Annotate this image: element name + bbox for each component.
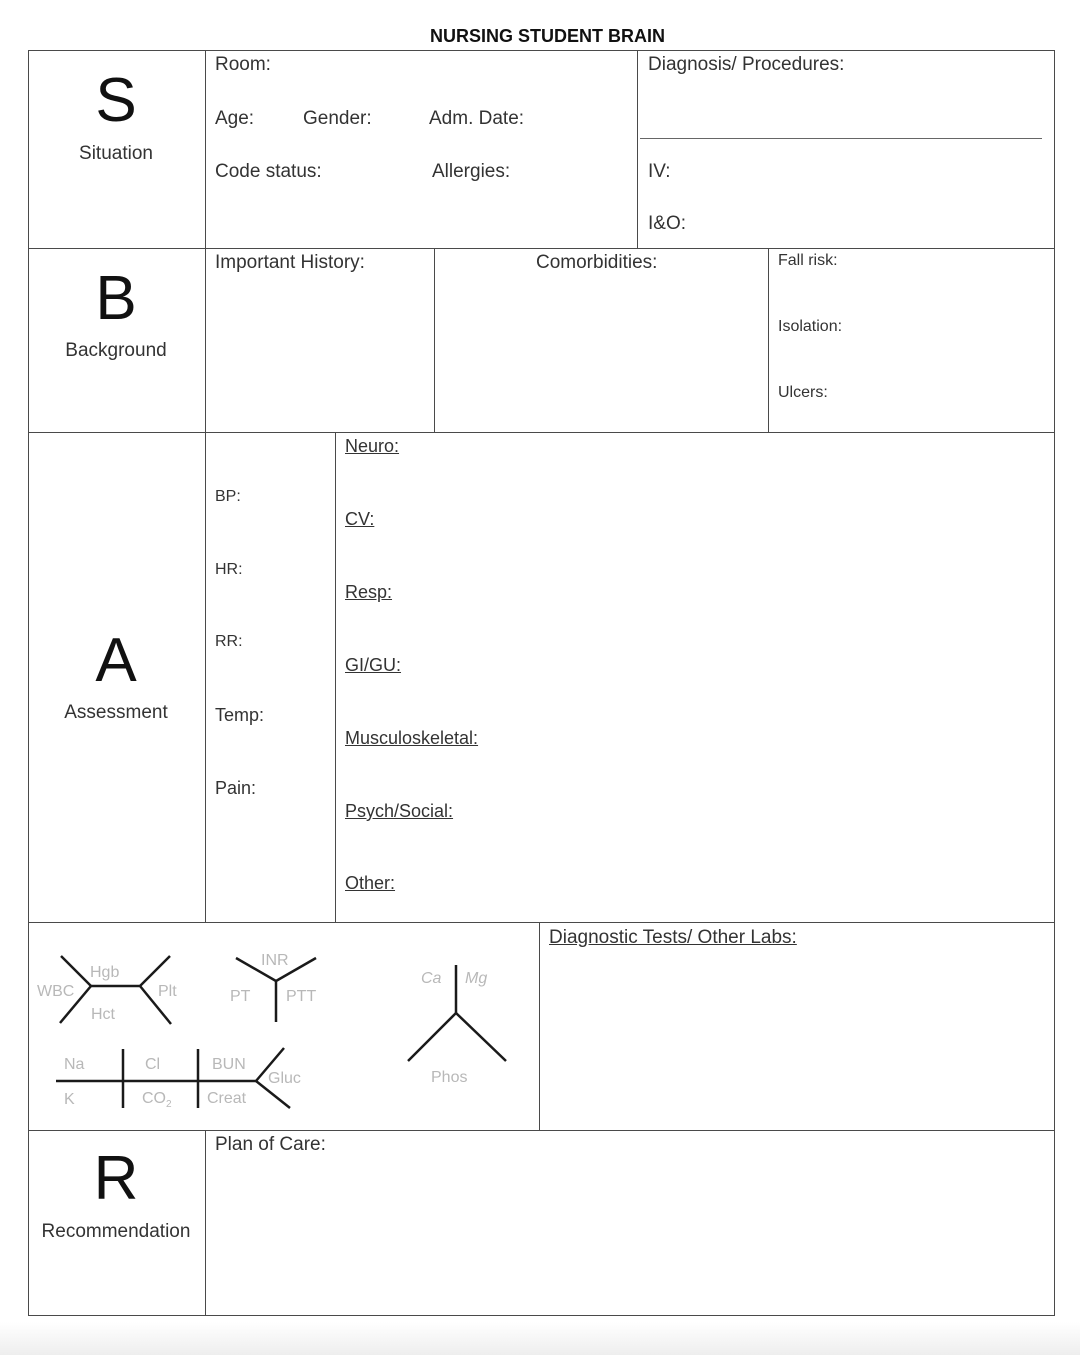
coag-inr-label: INR <box>261 952 289 969</box>
cbc-hgb-label: Hgb <box>90 964 120 981</box>
coag-pt-label: PT <box>230 988 251 1005</box>
other-field[interactable]: Other: <box>345 873 396 893</box>
recommendation-letter: R <box>93 1144 139 1213</box>
isolation-field[interactable]: Isolation: <box>778 318 843 335</box>
temp-field[interactable]: Temp: <box>215 705 265 725</box>
code-status-field[interactable]: Code status: <box>215 161 322 182</box>
important-history-field[interactable]: Important History: <box>215 252 365 273</box>
psych-social-field[interactable]: Psych/Social: <box>345 801 454 821</box>
bmp-k-label: K <box>64 1091 75 1108</box>
gender-field[interactable]: Gender: <box>303 108 372 129</box>
situation-letter: S <box>95 66 137 135</box>
room-field[interactable]: Room: <box>215 54 271 75</box>
bmp-bun-label: BUN <box>212 1056 246 1073</box>
comorbidities-field[interactable]: Comorbidities: <box>536 252 658 273</box>
adm-date-field[interactable]: Adm. Date: <box>429 108 525 129</box>
lab-skeleton-diagrams <box>28 923 539 1130</box>
bmp-co2-label <box>142 1090 172 1110</box>
hr-field[interactable]: HR: <box>215 561 243 578</box>
form-title: NURSING STUDENT BRAIN <box>429 26 665 46</box>
musculoskeletal-field[interactable]: Musculoskeletal: <box>345 728 479 748</box>
bmp-creat-label: Creat <box>207 1090 247 1107</box>
bp-field[interactable]: BP: <box>215 488 241 505</box>
iv-field[interactable]: IV: <box>648 161 671 182</box>
bmp-fishbone <box>56 1048 290 1108</box>
age-field[interactable]: Age: <box>215 108 255 129</box>
bmp-gluc-label: Gluc <box>268 1070 301 1087</box>
bmp-co2-subscript: 2 <box>166 1099 172 1110</box>
background-label: Background <box>65 340 167 361</box>
resp-field[interactable]: Resp: <box>345 582 393 602</box>
page-bottom-shade <box>0 1322 1080 1355</box>
cbc-wbc-label: WBC <box>37 983 75 1000</box>
neuro-field[interactable]: Neuro: <box>345 436 400 456</box>
ulcers-field[interactable]: Ulcers: <box>778 384 828 401</box>
diagnosis-field[interactable]: Diagnosis/ Procedures: <box>648 54 845 75</box>
coag-ptt-label: PTT <box>286 988 317 1005</box>
electrolyte-phos-label: Phos <box>431 1069 468 1086</box>
electrolyte-mg-label: Mg <box>465 970 488 987</box>
background-letter: B <box>95 264 137 333</box>
bmp-na-label: Na <box>64 1056 85 1073</box>
bmp-co2-text: CO <box>142 1090 166 1107</box>
rr-field[interactable]: RR: <box>215 633 243 650</box>
situation-label: Situation <box>79 143 153 164</box>
pain-field[interactable]: Pain: <box>215 778 257 798</box>
assessment-letter: A <box>95 626 137 695</box>
diagnostic-tests-field[interactable]: Diagnostic Tests/ Other Labs: <box>549 927 797 948</box>
cbc-hct-label: Hct <box>91 1006 115 1023</box>
bmp-cl-label: Cl <box>145 1056 161 1073</box>
electrolyte-ca-label: Ca <box>421 970 442 987</box>
cbc-plt-label: Plt <box>158 983 177 1000</box>
recommendation-label: Recommendation <box>41 1221 191 1242</box>
gigu-field[interactable]: GI/GU: <box>345 655 402 675</box>
allergies-field[interactable]: Allergies: <box>432 161 511 182</box>
fall-risk-field[interactable]: Fall risk: <box>778 252 838 269</box>
cv-field[interactable]: CV: <box>345 509 375 529</box>
io-field[interactable]: I&O: <box>648 213 687 234</box>
assessment-label: Assessment <box>64 702 168 723</box>
plan-of-care-field[interactable]: Plan of Care: <box>215 1134 326 1155</box>
